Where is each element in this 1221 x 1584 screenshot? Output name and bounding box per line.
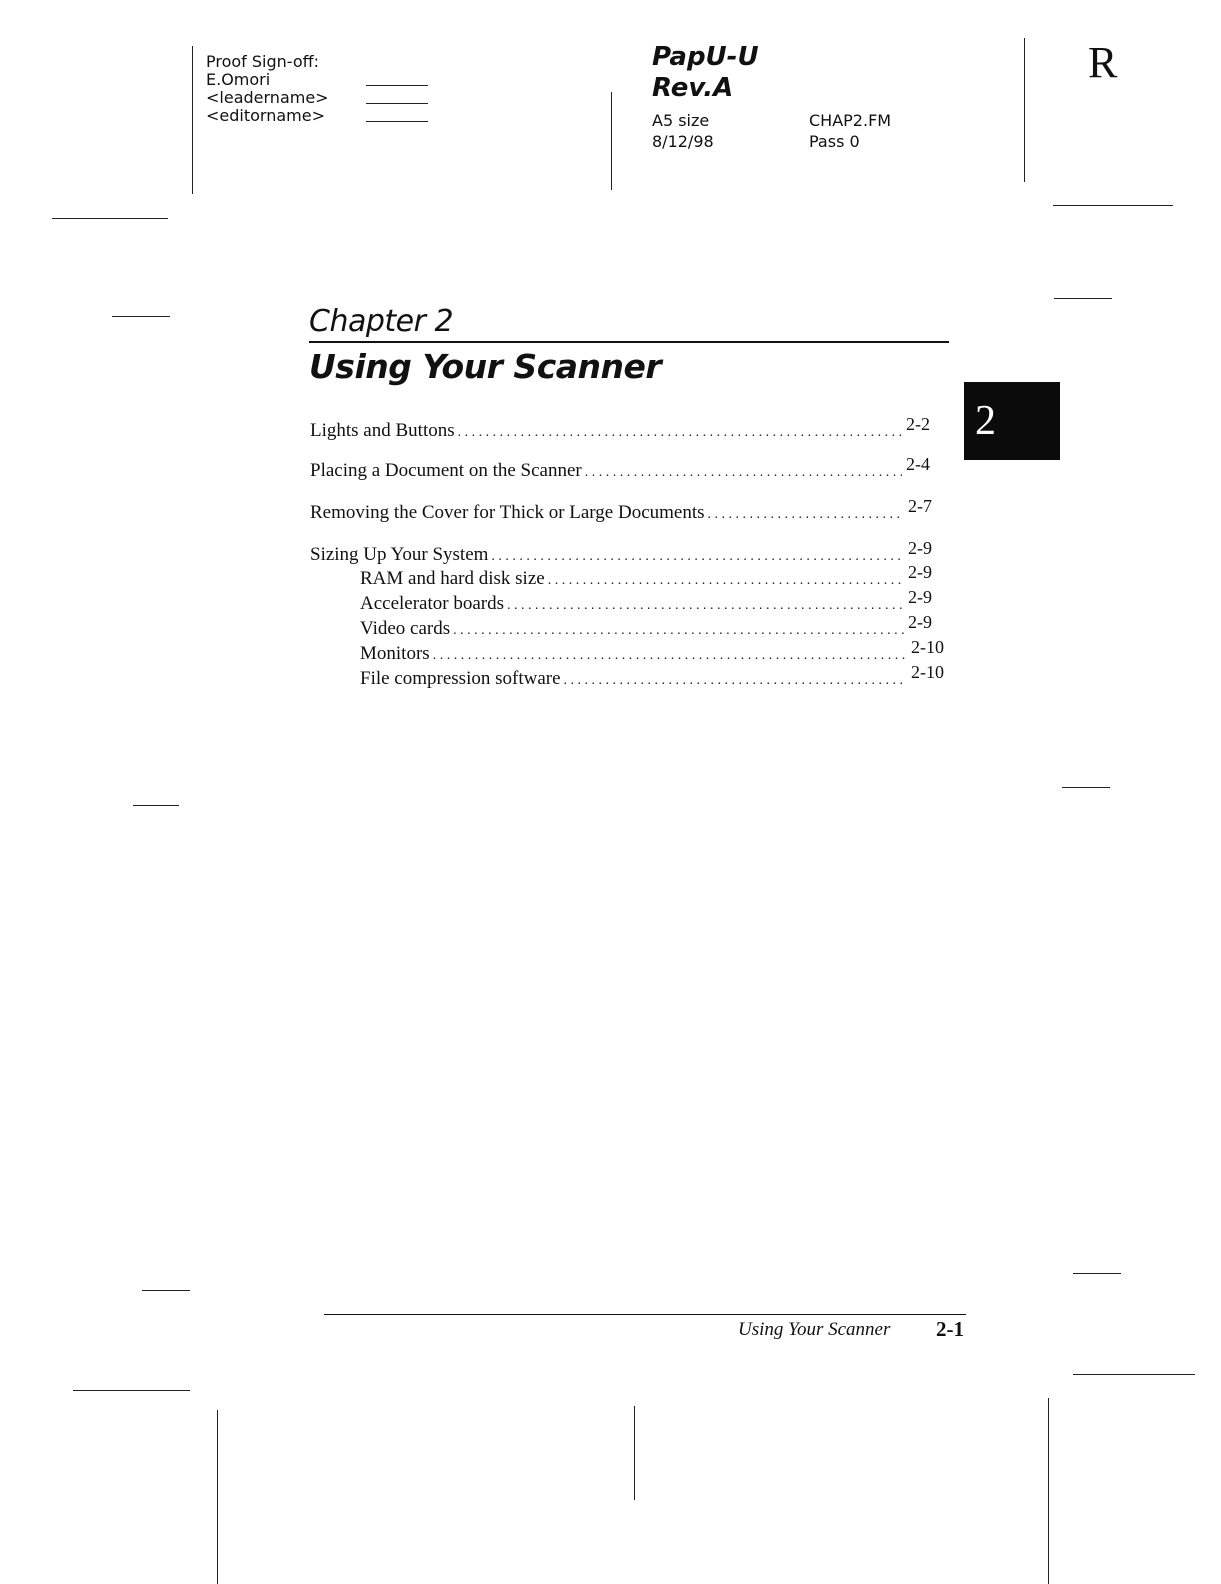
dot-leader xyxy=(453,623,904,639)
project-title-block xyxy=(652,42,759,104)
dot-leader xyxy=(585,465,902,481)
dot-leader xyxy=(433,648,907,664)
crop-mark xyxy=(112,316,170,317)
running-title: Using Your Scanner xyxy=(738,1319,891,1340)
proof-editor xyxy=(206,107,329,125)
toc-entry-page: 2-7 xyxy=(908,496,932,516)
crop-mark xyxy=(1053,205,1173,206)
chapter-tab: 2 xyxy=(964,382,1060,460)
toc-entry xyxy=(360,637,944,665)
proof-leader-name: <leadername> xyxy=(206,88,329,107)
date: 8/12/98 xyxy=(652,132,714,151)
proof-editor-name: <editorname> xyxy=(206,106,325,125)
toc-entry-label: Video cards xyxy=(360,618,451,639)
crop-mark xyxy=(611,92,612,190)
toc-entry-page: 2-2 xyxy=(906,414,930,434)
toc-entry xyxy=(310,414,930,442)
toc-entry-label: Accelerator boards xyxy=(360,593,505,614)
footer-rule xyxy=(324,1314,966,1315)
crop-mark xyxy=(1073,1374,1195,1375)
page-number: 2-1 xyxy=(936,1317,964,1341)
dot-leader xyxy=(458,425,902,441)
chapter-title: Using Your Scanner xyxy=(309,347,662,386)
toc-entry-label: Sizing Up Your System xyxy=(310,544,489,565)
toc-entry-label: Lights and Buttons xyxy=(310,420,455,441)
dot-leader xyxy=(708,507,904,523)
pass: Pass 0 xyxy=(809,132,860,151)
crop-mark xyxy=(1062,787,1110,788)
crop-mark xyxy=(142,1290,190,1291)
toc-entry-page: 2-9 xyxy=(908,587,932,607)
signature-line xyxy=(366,103,428,104)
crop-mark xyxy=(634,1406,635,1500)
toc-entry xyxy=(360,612,932,640)
crop-mark xyxy=(1054,298,1112,299)
revision: Rev.A xyxy=(652,73,734,103)
toc-entry xyxy=(310,496,932,524)
toc-entry-page: 2-9 xyxy=(908,612,932,632)
crop-mark xyxy=(192,46,193,194)
page-size: A5 size xyxy=(652,111,710,130)
project-name: PapU-U xyxy=(652,42,759,72)
toc-entry-label: Removing the Cover for Thick or Large Documents xyxy=(310,502,705,523)
dot-leader xyxy=(564,673,907,689)
toc-entry-page: 2-9 xyxy=(908,538,932,558)
toc-entry xyxy=(360,562,932,590)
crop-mark xyxy=(217,1410,218,1584)
proof-signer-name: E.Omori xyxy=(206,70,271,89)
chapter-rule xyxy=(309,341,949,343)
corner-mark: R xyxy=(1088,38,1118,87)
crop-mark xyxy=(73,1390,190,1391)
proof-leader xyxy=(206,89,329,107)
toc-entry-label: RAM and hard disk size xyxy=(360,568,545,589)
toc-entry-label: Monitors xyxy=(360,643,430,664)
crop-mark xyxy=(1073,1273,1121,1274)
toc-entry xyxy=(310,454,930,482)
crop-mark xyxy=(1048,1398,1049,1584)
toc-entry-page: 2-10 xyxy=(911,637,944,657)
toc-entry-label: Placing a Document on the Scanner xyxy=(310,460,582,481)
crop-mark xyxy=(133,805,179,806)
crop-mark xyxy=(1024,38,1025,182)
toc-entry-page: 2-4 xyxy=(906,454,930,474)
proof-signoff xyxy=(206,53,329,125)
toc-entry-label: File compression software xyxy=(360,668,561,689)
toc-entry-page: 2-10 xyxy=(911,662,944,682)
crop-mark xyxy=(52,218,168,219)
toc-entry-page: 2-9 xyxy=(908,562,932,582)
file-name: CHAP2.FM xyxy=(809,111,892,130)
dot-leader xyxy=(548,573,904,589)
signature-line xyxy=(366,121,428,122)
dot-leader xyxy=(491,549,904,565)
toc-entry xyxy=(310,538,932,566)
proof-signer xyxy=(206,71,329,89)
signature-line xyxy=(366,85,428,86)
chapter-label: Chapter 2 xyxy=(309,304,454,339)
dot-leader xyxy=(507,598,904,614)
toc-entry xyxy=(360,662,944,690)
toc-entry xyxy=(360,587,932,615)
proof-heading: Proof Sign-off: xyxy=(206,52,320,71)
